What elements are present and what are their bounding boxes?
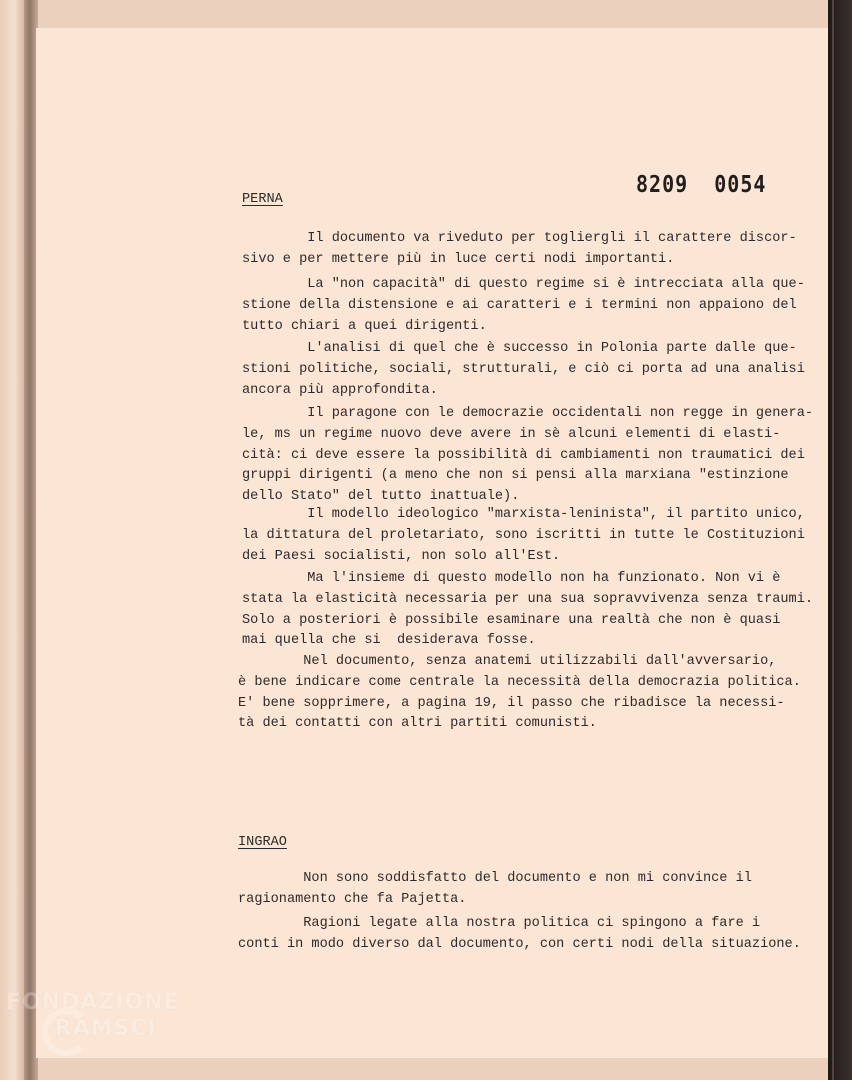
- paragraph: L'analisi di quel che è successo in Polonia parte dalle que- stioni politiche, sociali, strutturali, e ciò ci porta ad una analisi ancora più approfondita.: [242, 341, 805, 398]
- paragraph: Il modello ideologico "marxista-leninista", il partito unico, la dittatura del proletariato, sono iscritti in tutte le Costituzioni dei Paesi socialisti, non solo all'Est.: [242, 507, 805, 564]
- archive-stamp-number: 8209 0054: [636, 170, 767, 198]
- paragraph: Il documento va riveduto per togliergli il carattere discor- sivo e per mettere più in luce certi nodi importanti.: [242, 231, 797, 267]
- fondazione-gramsci-watermark-logo: [6, 990, 206, 1060]
- paragraph: La "non capacità" di questo regime si è intrecciata alla que- stione della distensione e ai caratteri e i termini non appaiono del tutto chiari a quei dirigenti.: [242, 277, 805, 334]
- speaker-heading-perna: PERNA: [242, 192, 283, 207]
- previous-page-edge: [0, 0, 24, 1080]
- paragraph: Ragioni legate alla nostra politica ci spingono a fare i conti in modo diverso dal documento, con certi nodi della situazione.: [238, 916, 801, 952]
- scan-border: [828, 0, 852, 1080]
- paragraph: Non sono soddisfatto del documento e non mi convince il ragionamento che fa Pajetta.: [238, 871, 752, 907]
- watermark-text-fondazione: FONDAZIONE: [6, 990, 180, 1015]
- watermark-text-gramsci: RAMSCI: [46, 1016, 157, 1041]
- paragraph: Ma l'insieme di questo modello non ha funzionato. Non vi è stata la elasticità necessaria per una sua sopravvivenza senza traumi. Solo a posteriori è possibile esaminare una realtà che non è quasi mai quella che si desiderava fosse.: [242, 571, 814, 649]
- paragraph: Il paragone con le democrazie occidentali non regge in genera- le, ms un regime nuovo deve avere in sè alcuni elementi di elasti- cità: ci deve essere la possibilità di cambiamenti non traumatici dei gruppi dirigenti (a meno che non si pensi alla marxiana "estinzione dello Stato" del tutto inattuale).: [242, 406, 814, 505]
- speaker-heading-ingrao: INGRAO: [238, 835, 287, 850]
- paragraph: Nel documento, senza anatemi utilizzabili dall'avversario, è bene indicare come centrale la necessità della democrazia politica. E' bene sopprimere, a pagina 19, il passo che ribadisce la necessi- tà dei contatti con altri partiti comunisti.: [238, 654, 801, 732]
